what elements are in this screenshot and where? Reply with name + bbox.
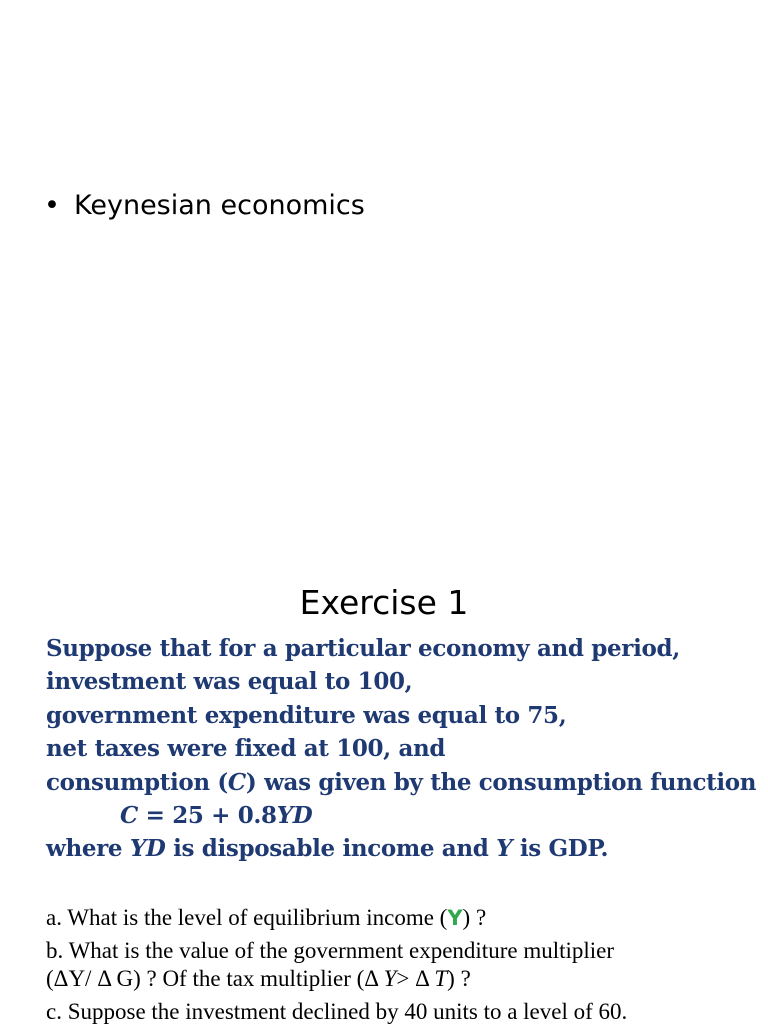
question-b-part-2: > Δ (396, 966, 435, 991)
var-y: Y (496, 835, 513, 863)
eq-mid: = 25 + 0.8 (137, 802, 277, 830)
question-b-t: T (434, 966, 448, 991)
problem-line-1: Suppose that for a particular economy and period, (46, 635, 680, 662)
bullet-text: Keynesian economics (74, 190, 365, 221)
text-gdp: is GDP. (512, 835, 609, 863)
question-a-text: a. What is the level of equilibrium income ( (46, 905, 448, 930)
question-a (46, 904, 766, 932)
slide-title: Exercise 1 (299, 583, 469, 622)
text-consumption: consumption ( (46, 768, 228, 796)
question-a-end: ) ? (462, 905, 487, 930)
bullet-dot: • (44, 190, 60, 221)
text-consumption-function: ) was given by the consumption function (245, 768, 757, 796)
problem-line-3: government expenditure was equal to 75, (46, 701, 567, 729)
question-b-y: Y (383, 966, 397, 991)
bullet-item (44, 190, 365, 221)
var-c: C (227, 768, 246, 796)
consumption-equation (46, 799, 768, 832)
question-c-line-1: c. Suppose the investment declined by 40 units to a level of 60. (46, 999, 628, 1024)
problem-line-2: investment was equal to 100, (46, 668, 413, 696)
var-yd: YD (129, 835, 166, 863)
problem-line-7 (46, 832, 768, 865)
eq-c: C (120, 802, 138, 830)
problem-line-4: net taxes were fixed at 100, and (46, 735, 446, 763)
questions-list (46, 904, 766, 1026)
text-where: where (46, 835, 130, 863)
question-a-y: Y (447, 906, 463, 930)
problem-line-5 (46, 766, 768, 799)
question-b-line-2 (46, 965, 766, 993)
eq-yd: YD (276, 802, 313, 830)
problem-statement (46, 632, 768, 866)
text-disposable: is disposable income and (165, 835, 497, 863)
question-b-part-1: (ΔY/ Δ G) ? Of the tax multiplier (Δ (46, 966, 384, 991)
question-b-line-1: b. What is the value of the government expenditure multiplier (46, 938, 615, 963)
question-b-end: ) ? (447, 966, 471, 991)
